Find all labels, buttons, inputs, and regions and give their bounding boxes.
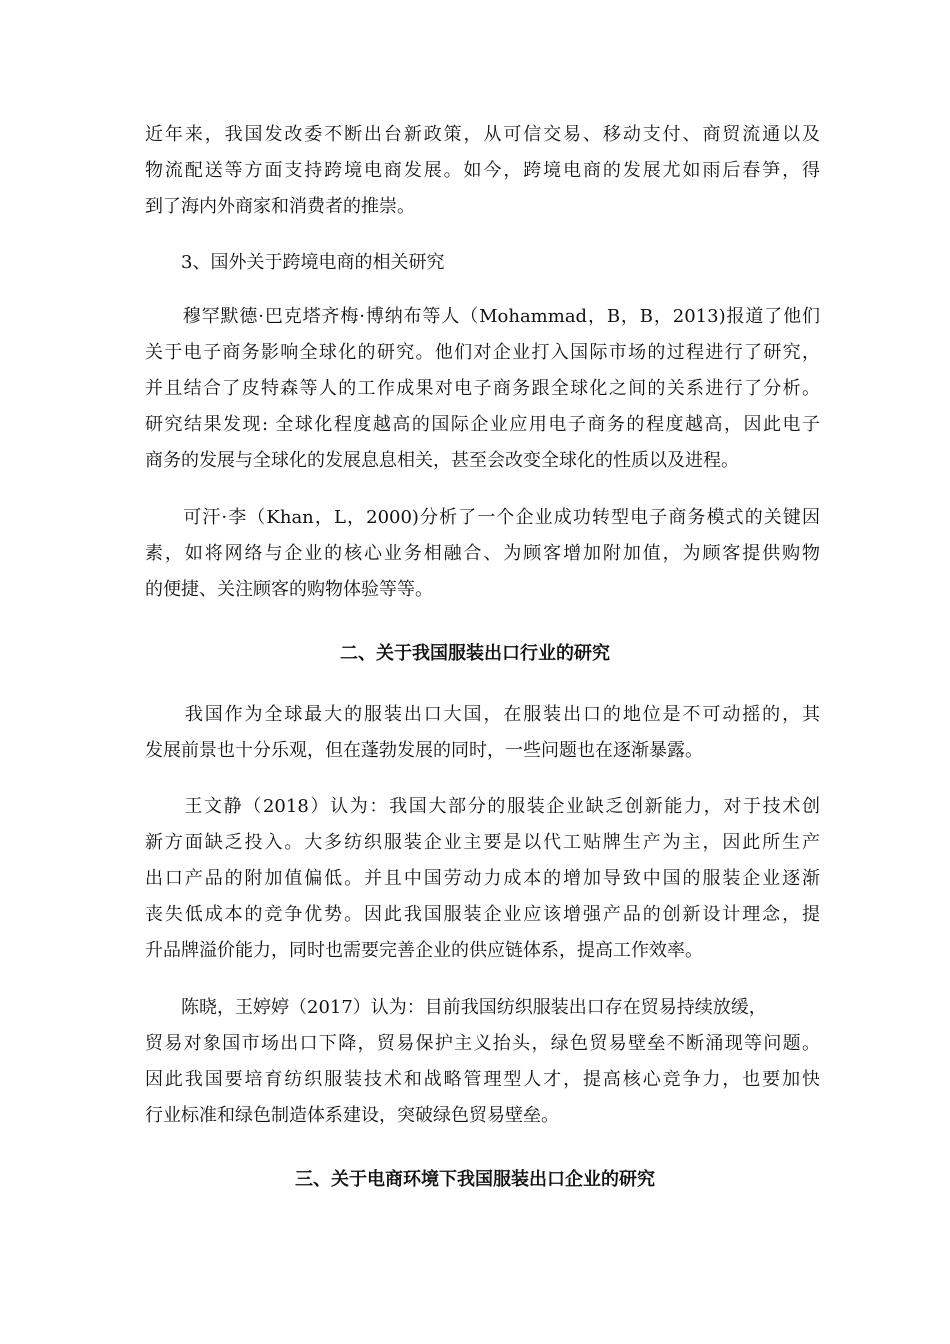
text-line: 升品牌溢价能力，同时也需要完善企业的供应链体系，提高工作效率。 [145,940,703,961]
text-line: 王文静（2018）认为：我国大部分的服装企业缺乏创新能力，对于技术创 [145,796,820,817]
text-line: 3、国外关于跨境电商的相关研究 [145,252,445,273]
paragraph-wang [145,789,820,969]
text-line: 物流配送等方面支持跨境电商发展。如今，跨境电商的发展尤如雨后春笋，得 [145,160,820,181]
text-line: 关于电子商务影响全球化的研究。他们对企业打入国际市场的过程进行了研究， [145,342,820,363]
paragraph-garment-export [145,697,820,769]
paragraph-policy [145,117,820,225]
text-line: 丧失低成本的竞争优势。因此我国服装企业应该增强产品的创新设计理念，提 [145,904,820,925]
text-line: 的便捷、关注顾客的购物体验等等。 [145,579,433,600]
text-line: 我国作为全球最大的服装出口大国，在服装出口的地位是不可动摇的，其 [145,704,820,725]
section-heading-ecommerce-export: 三、关于电商环境下我国服装出口企业的研究 [295,1169,655,1190]
subheading-foreign-research [145,245,820,281]
text-line: 因此我国要培育纺织服装技术和战略管理型人才，提高核心竞争力，也要加快 [145,1069,820,1090]
paragraph-khan [145,500,820,608]
text-line: 商务的发展与全球化的发展息息相关，甚至会改变全球化的性质以及进程。 [145,450,739,471]
paragraph-mohammad [145,299,820,479]
text-line: 到了海内外商家和消费者的推崇。 [145,196,415,217]
text-line: 行业标准和绿色制造体系建设，突破绿色贸易壁垒。 [145,1105,559,1126]
section-heading-garment-export: 二、关于我国服装出口行业的研究 [340,643,610,664]
text-line: 研究结果发现: 全球化程度越高的国际企业应用电子商务的程度越高，因此电子 [145,414,820,435]
paragraph-chen [145,990,820,1134]
text-line: 并且结合了皮特森等人的工作成果对电子商务跟全球化之间的关系进行了分析。 [145,378,820,399]
text-line: 素，如将网络与企业的核心业务相融合、为顾客增加附加值，为顾客提供购物 [145,543,820,564]
text-line: 出口产品的附加值偏低。并且中国劳动力成本的增加导致中国的服装企业逐渐 [145,868,820,889]
text-line: 贸易对象国市场出口下降，贸易保护主义抬头，绿色贸易壁垒不断涌现等问题。 [145,1033,820,1054]
text-line: 穆罕默德·巴克塔齐梅·博纳布等人（Mohammad，B，B，2013)报道了他们 [145,306,820,327]
text-line: 可汗·李（Khan，L，2000)分析了一个企业成功转型电子商务模式的关键因 [145,507,820,528]
text-line: 陈晓，王婷婷（2017）认为：目前我国纺织服装出口存在贸易持续放缓， [145,997,767,1018]
text-line: 发展前景也十分乐观，但在蓬勃发展的同时，一些问题也在逐渐暴露。 [145,740,703,761]
text-line: 近年来，我国发改委不断出台新政策，从可信交易、移动支付、商贸流通以及 [145,124,820,145]
text-line: 新方面缺乏投入。大多纺织服装企业主要是以代工贴牌生产为主，因此所生产 [145,832,820,853]
